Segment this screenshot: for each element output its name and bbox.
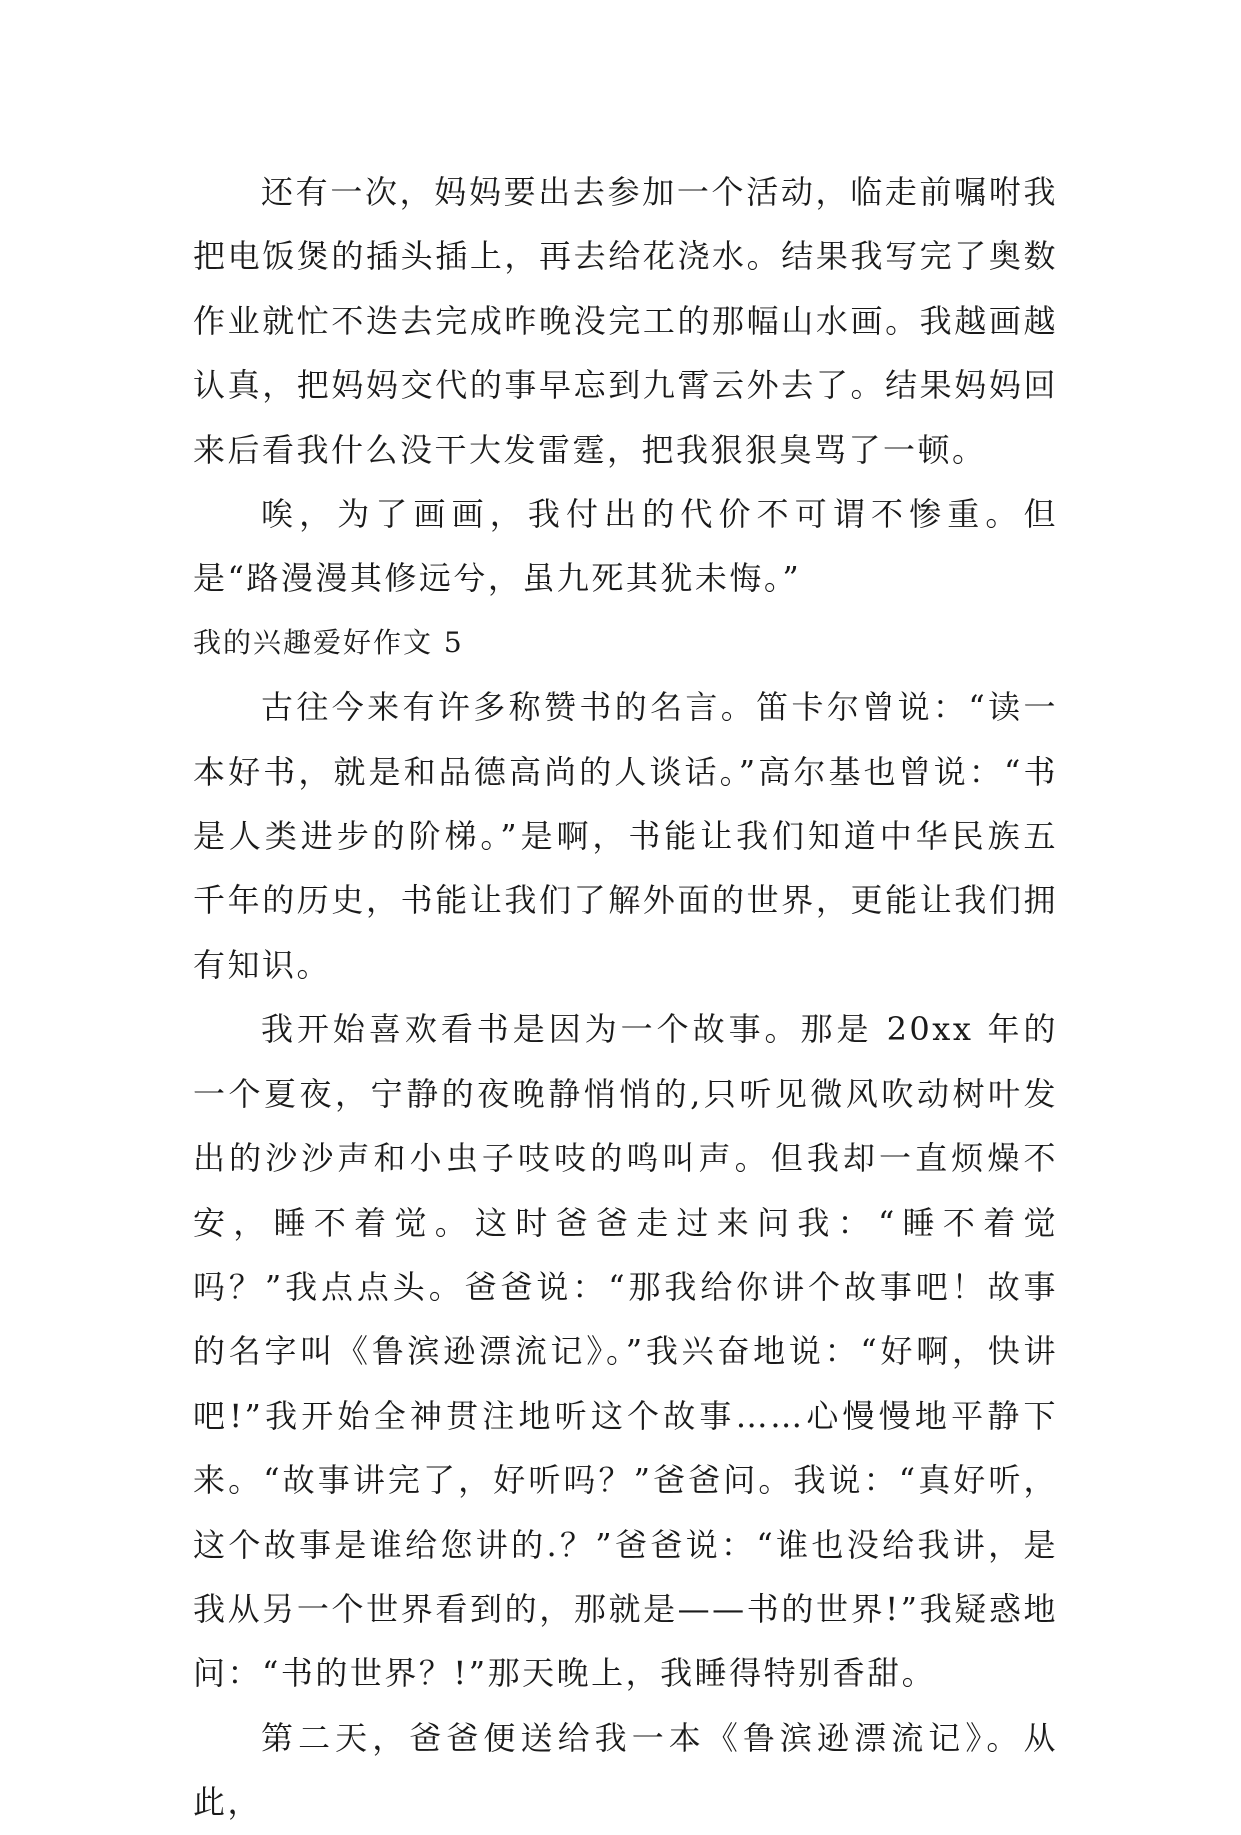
section-heading: 我的兴趣爱好作文 5 — [193, 625, 464, 659]
paragraph: 第二天，爸爸便送给我一本《鲁滨逊漂流记》。从此， — [193, 1718, 1058, 1822]
paragraph: 唉，为了画画，我付出的代价不可谓不惨重。但是“路漫漫其修远兮，虽九死其犹未悔。” — [193, 495, 1058, 598]
document-body — [193, 160, 1058, 1835]
paragraph: 古往今来有许多称赞书的名言。笛卡尔曾说：“读一本好书，就是和品德高尚的人谈话。”高尔基也曾说：“书是人类进步的阶梯。”是啊，书能让我们知道中华民族五千年的历史，书能让我们了解外面的世界，更能让我们拥有知识。 — [193, 688, 1058, 984]
paragraph: 还有一次，妈妈要出去参加一个活动，临走前嘱咐我把电饭煲的插头插上，再去给花浇水。结果我写完了奥数作业就忙不迭去完成昨晚没完工的那幅山水画。我越画越认真，把妈妈交代的事早忘到九霄云外去了。结果妈妈回来后看我什么没干大发雷霆，把我狠狠臭骂了一顿。 — [193, 173, 1058, 469]
paragraph: 我开始喜欢看书是因为一个故事。那是 20xx 年的一个夏夜，宁静的夜晚静悄悄的,只听见微风吹动树叶发出的沙沙声和小虫子吱吱的鸣叫声。但我却一直烦燥不安，睡不着觉。这时爸爸走过来问我：“睡不着觉吗？”我点点头。爸爸说：“那我给你讲个故事吧！故事的名字叫《鲁滨逊漂流记》。”我兴奋地说：“好啊，快讲吧!”我开始全神贯注地听这个故事……心慢慢地平静下来。“故事讲完了，好听吗？”爸爸问。我说：“真好听，这个故事是谁给您讲的.？”爸爸说：“谁也没给我讲，是我从另一个世界看到的，那就是——书的世界!”我疑惑地问：“书的世界？!”那天晚上，我睡得特别香甜。 — [193, 1010, 1058, 1693]
